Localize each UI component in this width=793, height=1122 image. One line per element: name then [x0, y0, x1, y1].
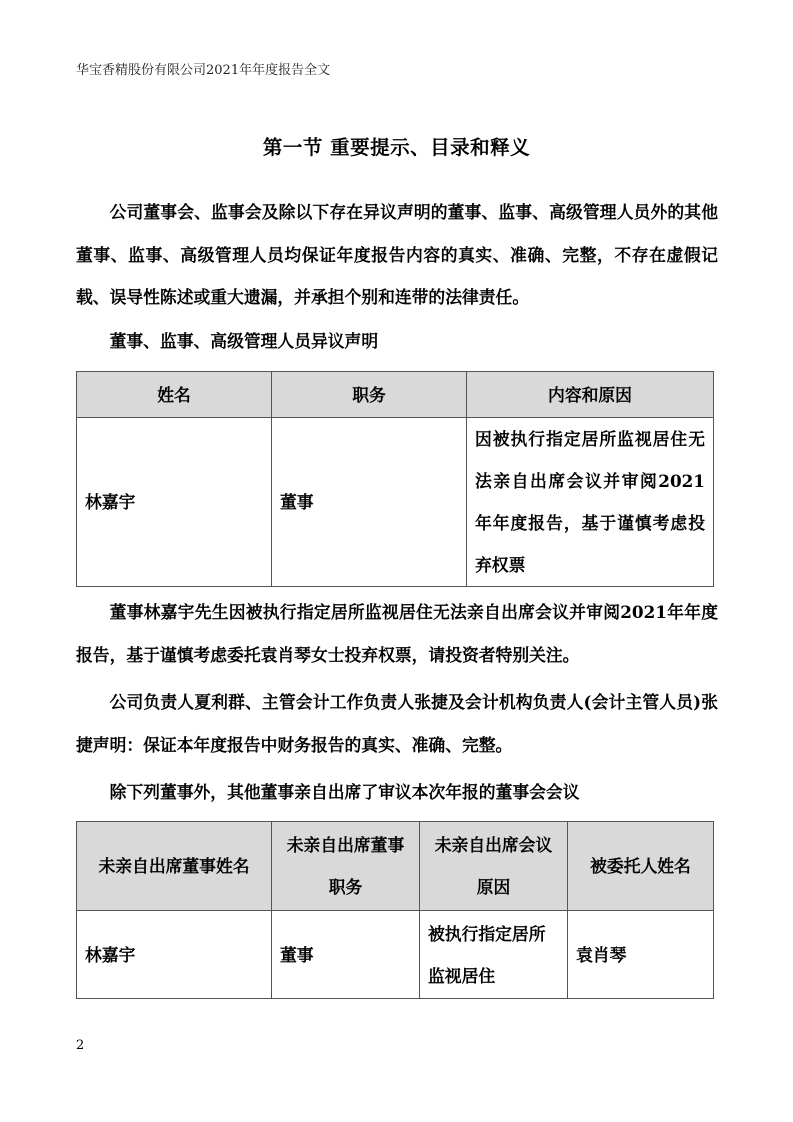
cell-position: 董事: [272, 911, 420, 999]
page-number: 2: [76, 1038, 85, 1053]
table-header-row: [77, 372, 714, 418]
table-row: [77, 418, 714, 587]
cell-name: 林嘉宇: [77, 911, 272, 999]
column-header: 被委托人姓名: [568, 822, 714, 911]
paragraph-board-guarantee: 公司董事会、监事会及除以下存在异议声明的董事、监事、高级管理人员外的其他董事、监事、高级管理人员均保证年度报告内容的真实、准确、完整，不存在虚假记载、误导性陈述或重大遗漏，并承担个别和连带的法律责任。: [76, 202, 718, 307]
absence-heading: 除下列董事外，其他董事亲自出席了审议本次年报的董事会会议: [109, 782, 580, 802]
paragraph-director-note: 董事林嘉宇先生因被执行指定居所监视居住无法亲自出席会议并审阅2021年年度报告，基于谨慎考虑委托袁肖琴女士投弃权票，请投资者特别关注。: [76, 602, 718, 665]
table-row: [77, 911, 714, 999]
section-title: 第一节 重要提示、目录和释义: [262, 136, 531, 159]
table-header-row: [77, 822, 714, 911]
column-header: 未亲自出席董事姓名: [77, 822, 272, 911]
cell-proxy: 袁肖琴: [568, 911, 714, 999]
cell-position: 董事: [272, 418, 467, 587]
cell-name: 林嘉宇: [77, 418, 272, 587]
column-header: 内容和原因: [467, 372, 714, 418]
column-header: 姓名: [77, 372, 272, 418]
running-header: 华宝香精股份有限公司2021年年度报告全文: [76, 63, 331, 78]
paragraph-financial-statement: 公司负责人夏利群、主管会计工作负责人张捷及会计机构负责人(会计主管人员)张捷声明：保证本年度报告中财务报告的真实、准确、完整。: [76, 692, 718, 755]
dissent-heading: 董事、监事、高级管理人员异议声明: [109, 331, 379, 351]
dissent-table: [76, 371, 714, 587]
column-header: 未亲自出席董事职务: [272, 822, 420, 911]
column-header: 职务: [272, 372, 467, 418]
cell-reason: 被执行指定居所监视居住: [420, 911, 568, 999]
column-header: 未亲自出席会议原因: [420, 822, 568, 911]
cell-reason: 因被执行指定居所监视居住无法亲自出席会议并审阅2021年年度报告，基于谨慎考虑投弃权票: [467, 418, 714, 587]
absence-table: [76, 821, 714, 999]
